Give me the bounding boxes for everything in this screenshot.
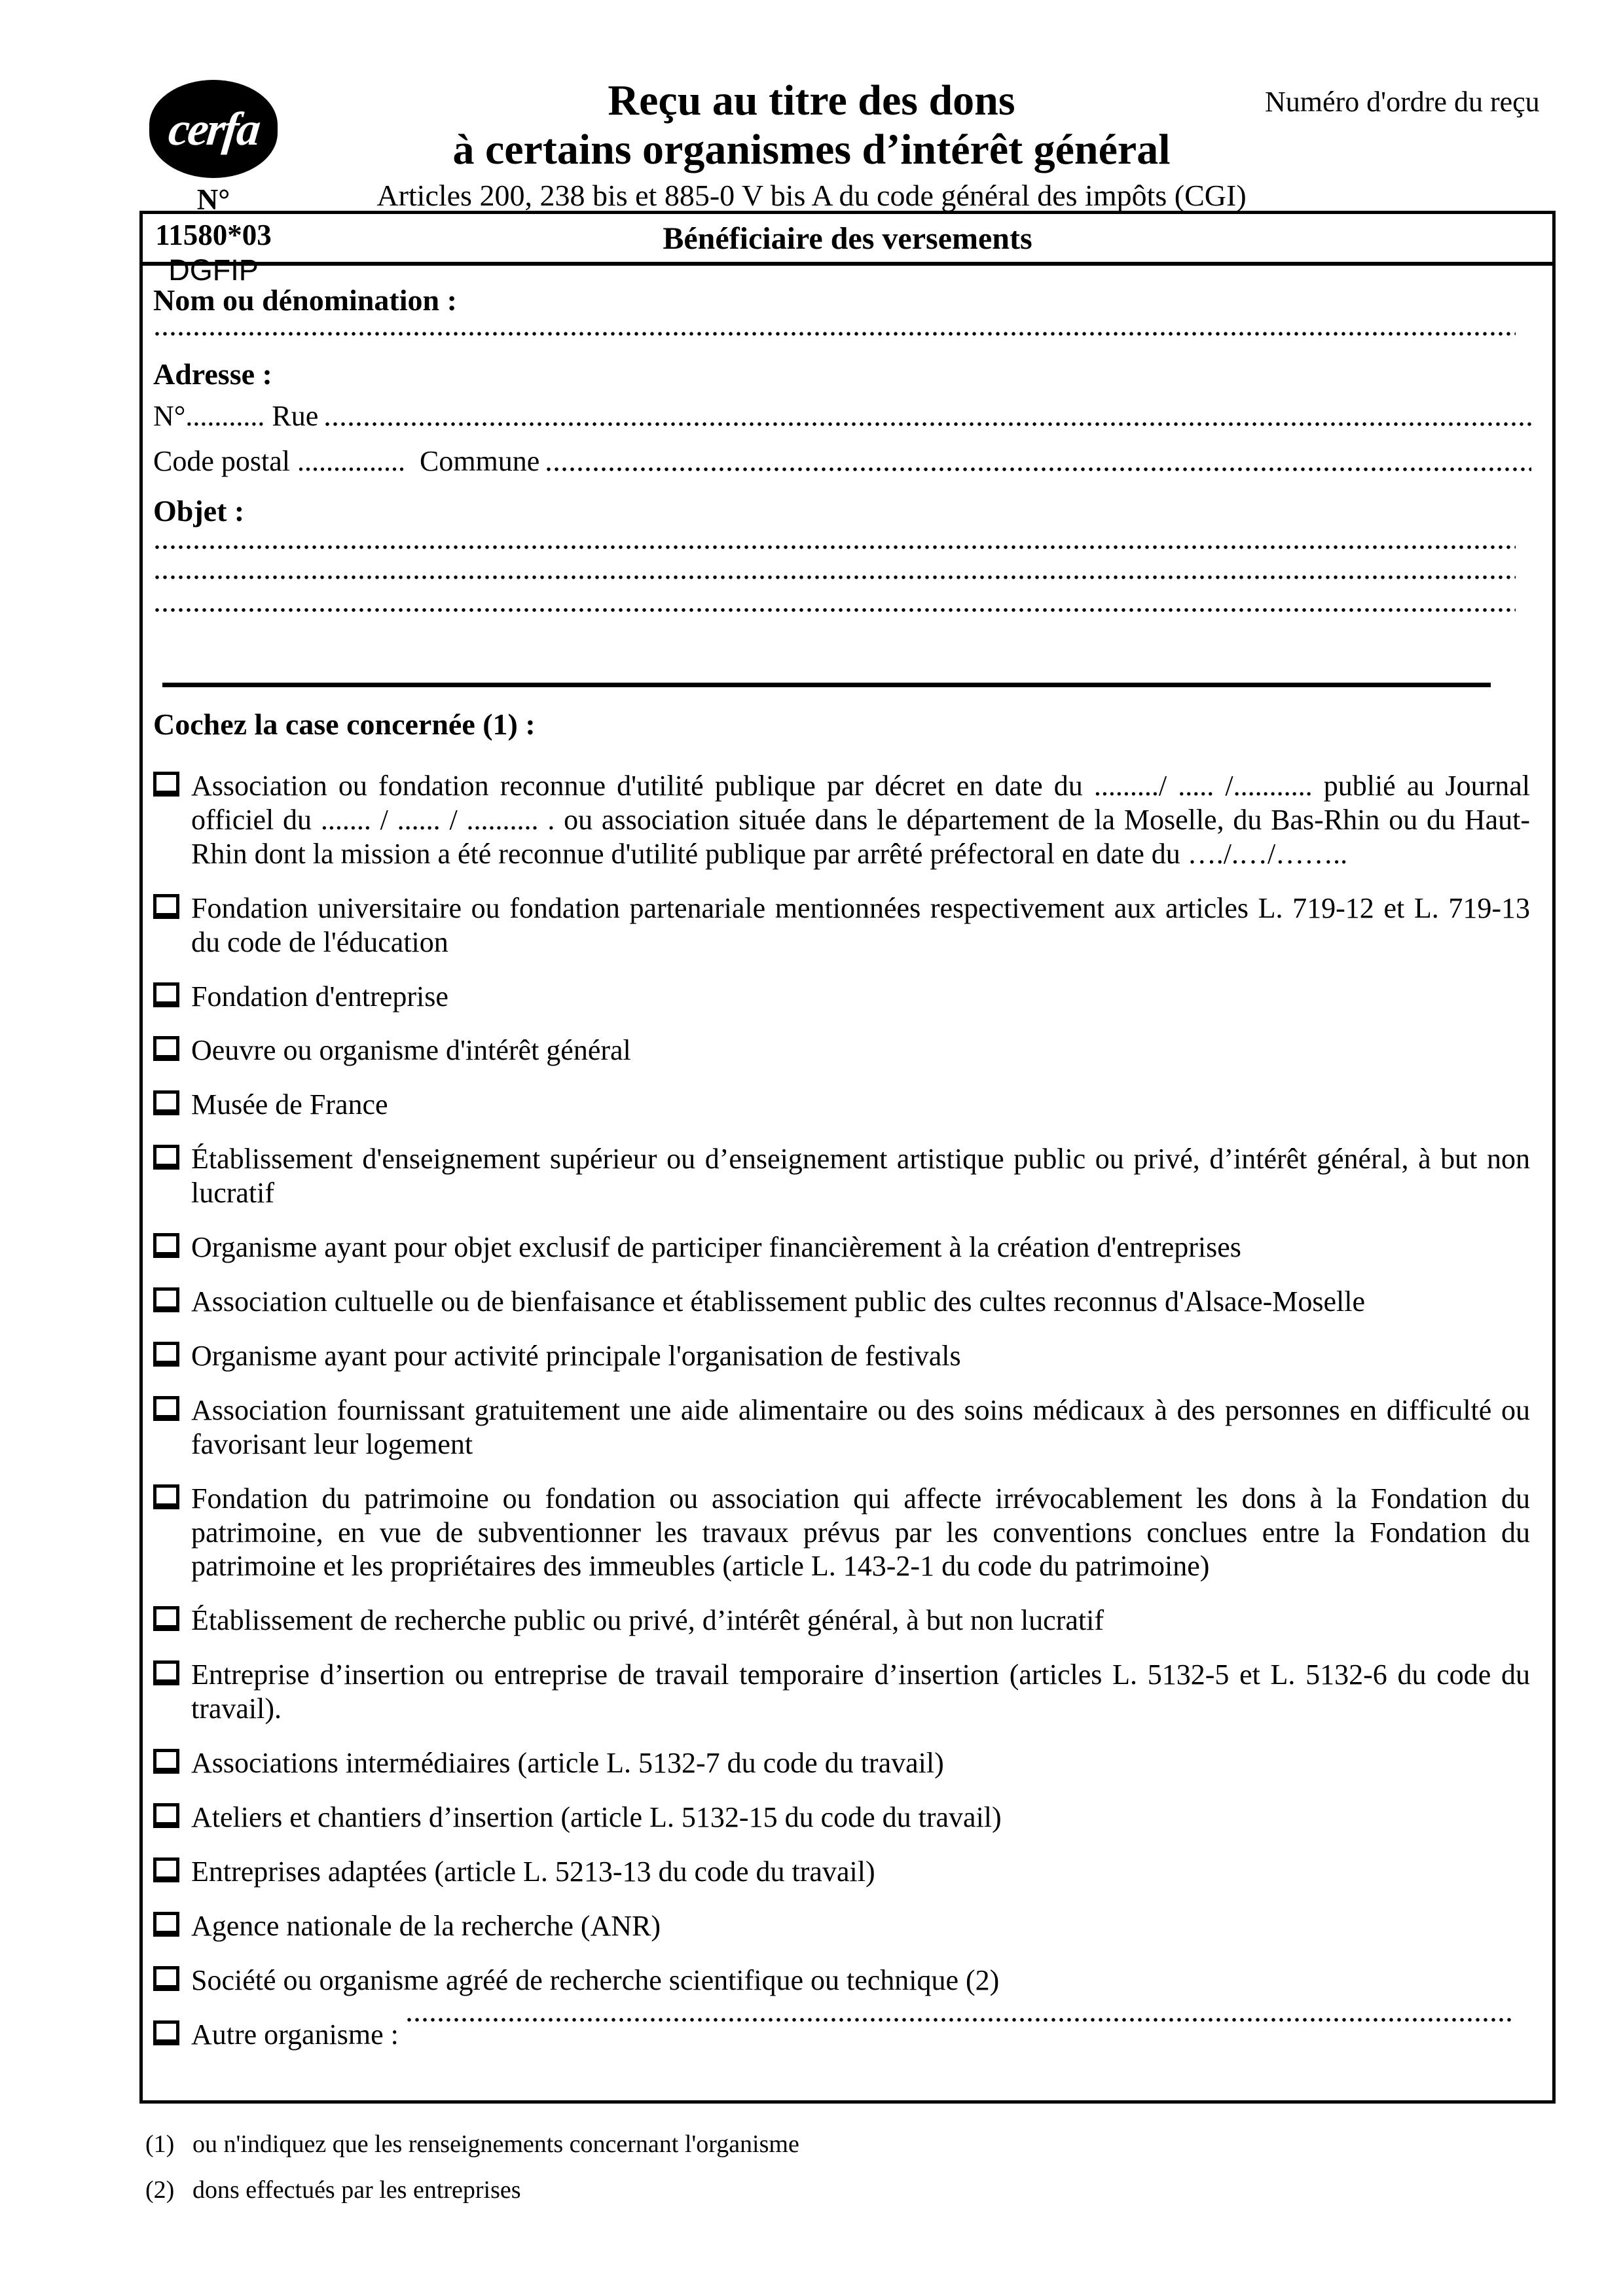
street-row — [153, 399, 1531, 433]
checkbox-label: Association fournissant gratuitement une aide alimentaire ou des soins médicaux à des personnes en difficulté ou favorisant leur logement — [191, 1393, 1530, 1460]
checklist-row — [153, 1393, 1531, 1462]
checklist-row — [153, 1604, 1531, 1638]
footnote-number: (2) — [145, 2176, 175, 2204]
street-input-line[interactable] — [323, 422, 1531, 426]
checkbox-item-10[interactable] — [153, 1396, 179, 1421]
checkbox-label: Oeuvre ou organisme d'intérêt général — [191, 1034, 631, 1067]
name-input-line[interactable] — [153, 332, 1516, 336]
object-input-line-1[interactable] — [153, 545, 1516, 549]
checkbox-item-4[interactable] — [153, 1036, 179, 1061]
checkbox-label: Association ou fondation reconnue d'utilité publique par décret en date du ........./ ..... /........... publié au Journal officiel du ....... / ...... / .......... . ou association située dans le département de la Moselle, du Bas-Rhin ou du Haut-Rhin dont la mission a été reconnue d'utilité publique par arrêté préfectoral en date du …./.…/…….. — [191, 770, 1530, 870]
checklist-row — [153, 769, 1531, 871]
checkbox-item-9[interactable] — [153, 1342, 179, 1367]
checkbox-item-8[interactable] — [153, 1287, 179, 1312]
checkbox-label: Association cultuelle ou de bienfaisance et établissement public des cultes reconnus d'Alsace-Moselle — [191, 1285, 1366, 1318]
checklist-row — [153, 1088, 1531, 1122]
checklist-row — [153, 1285, 1531, 1319]
checkbox-label: Autre organisme : — [191, 2018, 399, 2051]
commune-input-line[interactable] — [545, 467, 1531, 471]
agency-name: DGFIP — [168, 253, 259, 287]
form-title-line1: Reçu au titre des dons — [608, 77, 1015, 124]
footnote — [145, 2130, 799, 2159]
checklist-row — [153, 1746, 1531, 1780]
checklist-row — [153, 2018, 1531, 2052]
checklist-row — [153, 1855, 1531, 1889]
checkbox-item-19[interactable] — [153, 2020, 179, 2045]
checklist-row — [153, 1909, 1531, 1943]
checklist-instruction: Cochez la case concernée (1) : — [153, 708, 536, 741]
checkbox-label: Agence nationale de la recherche (ANR) — [191, 1909, 661, 1942]
checkbox-label: Entreprise d’insertion ou entreprise de travail temporaire d’insertion (articles L. 5132-5 et L. 5132-6 du code du travail). — [191, 1659, 1530, 1725]
checklist-row — [153, 891, 1531, 960]
checkbox-label: Fondation d'entreprise — [191, 980, 448, 1013]
form-number: N° 11580*03 — [155, 183, 272, 251]
form-title-line2: à certains organismes d’intérêt général — [452, 126, 1171, 174]
form-subtitle: Articles 200, 238 bis et 885-0 V bis A du code général des impôts (CGI) — [376, 179, 1247, 213]
checkbox-label: Associations intermédiaires (article L. 5132-7 du code du travail) — [191, 1747, 944, 1780]
object-input-line-2[interactable] — [153, 575, 1516, 579]
checkbox-item-13[interactable] — [153, 1660, 179, 1685]
checkbox-label: Ateliers et chantiers d’insertion (article L. 5132-15 du code du travail) — [191, 1801, 1002, 1833]
checkbox-label: Société ou organisme agréé de recherche scientifique ou technique (2) — [191, 1964, 1000, 1996]
checklist-row — [153, 1033, 1531, 1067]
checkbox-label: Fondation universitaire ou fondation partenariale mentionnées respectivement aux articles L. 719-12 et L. 719-13 du code de l'éducation — [191, 891, 1530, 958]
checkbox-item-16[interactable] — [153, 1857, 179, 1882]
checklist-row — [153, 980, 1531, 1014]
checklist-row — [153, 1142, 1531, 1210]
checkbox-item-11[interactable] — [153, 1484, 179, 1509]
checkbox-item-15[interactable] — [153, 1803, 179, 1828]
checkbox-label: Organisme ayant pour activité principale l'organisation de festivals — [191, 1339, 961, 1372]
checkbox-item-7[interactable] — [153, 1233, 179, 1258]
postal-code-label: Code postal ............... Commune — [153, 445, 540, 477]
checkbox-item-14[interactable] — [153, 1749, 179, 1774]
beneficiary-fields — [143, 283, 1552, 2051]
beneficiary-box — [139, 211, 1556, 2104]
checkbox-label: Entreprises adaptées (article L. 5213-13 du code du travail) — [191, 1855, 875, 1888]
checklist-row — [153, 1339, 1531, 1373]
checkbox-item-5[interactable] — [153, 1090, 179, 1115]
address-label: Adresse : — [153, 357, 272, 391]
section-separator-line — [162, 683, 1491, 687]
footnotes — [145, 2130, 799, 2221]
object-input-line-3[interactable] — [153, 608, 1516, 612]
checkbox-item-2[interactable] — [153, 894, 179, 919]
footnote-text: dons effectués par les entreprises — [192, 2176, 521, 2204]
checklist-row — [153, 1482, 1531, 1584]
autre-organisme-input-line[interactable] — [405, 2018, 1512, 2022]
footnote-number: (1) — [145, 2130, 175, 2158]
object-label: Objet : — [153, 494, 245, 528]
checkbox-item-17[interactable] — [153, 1912, 179, 1937]
section-title: Bénéficiaire des versements — [143, 214, 1552, 266]
checkbox-label: Fondation du patrimoine ou fondation ou association qui affecte irrévocablement les dons à la Fondation du patrimoine, en vue de subventionner les travaux prévus par les conventions conclues entre la Fondation du patrimoine et les propriétaires des immeubles (article L. 143-2-1 du code du patrimoine) — [191, 1482, 1530, 1583]
checkbox-item-12[interactable] — [153, 1606, 179, 1631]
checkbox-label: Établissement de recherche public ou privé, d’intérêt général, à but non lucratif — [191, 1604, 1104, 1637]
checkbox-item-3[interactable] — [153, 982, 179, 1007]
checkbox-item-1[interactable] — [153, 772, 179, 797]
checklist-row — [153, 1964, 1531, 1998]
checklist — [153, 769, 1531, 2051]
checklist-row — [153, 1801, 1531, 1835]
footnote-text: ou n'indiquez que les renseignements concernant l'organisme — [192, 2130, 799, 2158]
checkbox-item-18[interactable] — [153, 1966, 179, 1991]
cerfa-logo-text: cerfa — [166, 102, 261, 155]
name-label: Nom ou dénomination : — [153, 283, 457, 317]
checkbox-item-6[interactable] — [153, 1145, 179, 1170]
postal-row — [153, 444, 1531, 478]
checkbox-label: Organisme ayant pour objet exclusif de participer financièrement à la création d'entreprises — [191, 1231, 1241, 1264]
checkbox-label: Musée de France — [191, 1088, 388, 1121]
footnote — [145, 2176, 799, 2204]
checkbox-label: Établissement d'enseignement supérieur ou d’enseignement artistique public ou privé, d’intérêt général, à but non lucratif — [191, 1143, 1530, 1210]
street-number-label: N°........... Rue — [153, 400, 319, 432]
checklist-row — [153, 1658, 1531, 1726]
checklist-row — [153, 1230, 1531, 1265]
order-number-label: Numéro d'ordre du reçu — [1265, 86, 1540, 118]
